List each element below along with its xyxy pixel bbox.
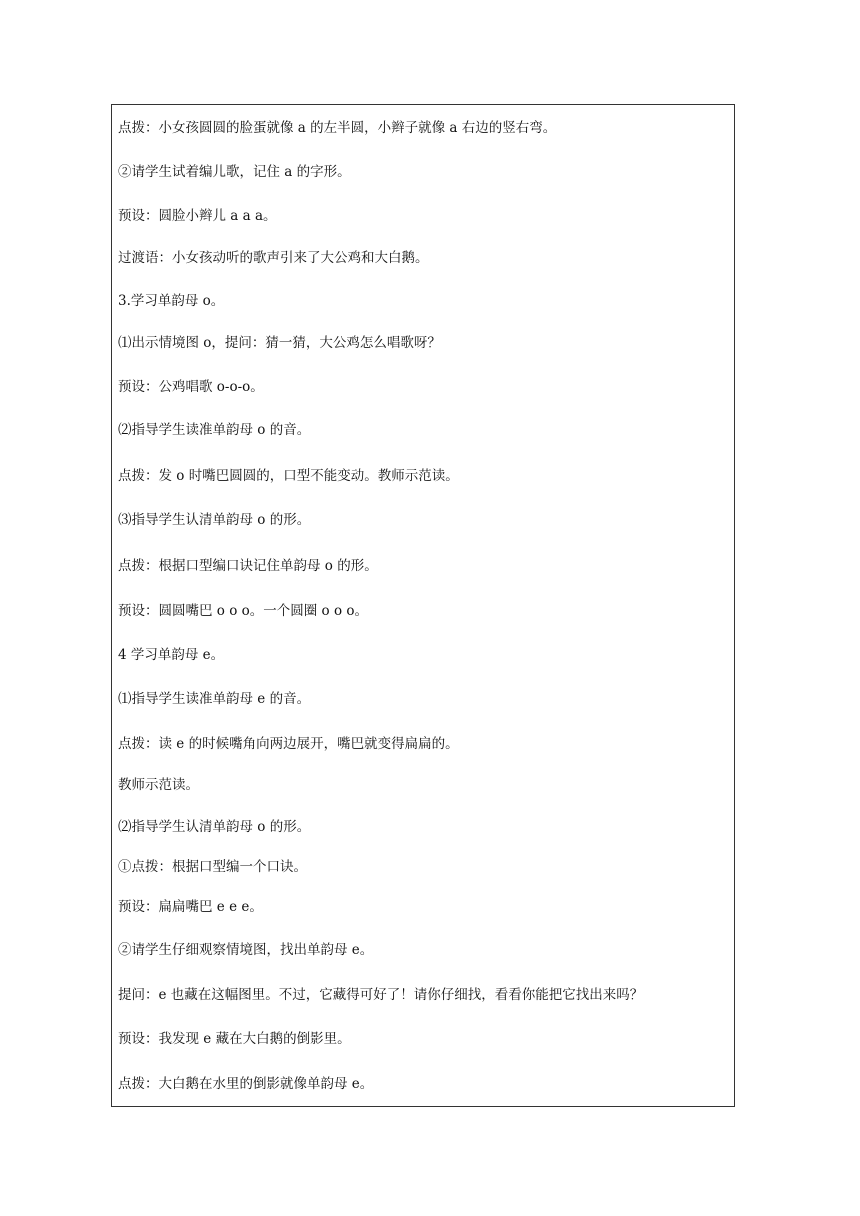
text-line-23: 点拨：大白鹅在水里的倒影就像单韵母 e。 [118,1076,374,1092]
text-line-21: 提问：e 也藏在这幅图里。不过，它藏得可好了！请你仔细找，看看你能把它找出来吗？ [118,987,644,1003]
text-line-9: 点拨：发 o 时嘴巴圆圆的，口型不能变动。教师示范读。 [118,468,459,484]
text-line-14: ⑴指导学生读准单韵母 e 的音。 [118,691,311,707]
text-line-19: 预设：扁扁嘴巴 e e e。 [118,899,263,915]
text-line-11: 点拨：根据口型编口诀记住单韵母 o 的形。 [118,558,378,574]
text-line-13: 4 学习单韵母 e。 [118,647,225,663]
text-line-20: ②请学生仔细观察情境图，找出单韵母 e。 [118,942,374,958]
text-line-10: ⑶指导学生认清单韵母 o 的形。 [118,512,311,528]
text-line-6: ⑴出示情境图 o，提问：猜一猜，大公鸡怎么唱歌呀？ [118,335,441,351]
text-line-17: ⑵指导学生认清单韵母 o 的形。 [118,819,311,835]
text-line-7: 预设：公鸡唱歌 o-o-o。 [118,379,264,395]
text-line-1: 点拨：小女孩圆圆的脸蛋就像 a 的左半圆，小辫子就像 a 右边的竖右弯。 [118,120,557,136]
text-line-5: 3.学习单韵母 o。 [118,293,225,309]
text-line-16: 教师示范读。 [118,777,199,793]
text-line-22: 预设：我发现 e 藏在大白鹅的倒影里。 [118,1031,351,1047]
text-line-2: ②请学生试着编儿歌，记住 a 的字形。 [118,164,351,180]
text-line-12: 预设：圆圆嘴巴 o o o。一个圆圈 o o o。 [118,603,369,619]
text-line-18: ①点拨：根据口型编一个口诀。 [118,859,307,875]
text-line-15: 点拨：读 e 的时候嘴角向两边展开，嘴巴就变得扁扁的。 [118,736,459,752]
text-line-8: ⑵指导学生读准单韵母 o 的音。 [118,422,311,438]
text-line-3: 预设：圆脸小辫儿 a a a。 [118,208,277,224]
text-line-4: 过渡语：小女孩动听的歌声引来了大公鸡和大白鹅。 [118,250,429,266]
